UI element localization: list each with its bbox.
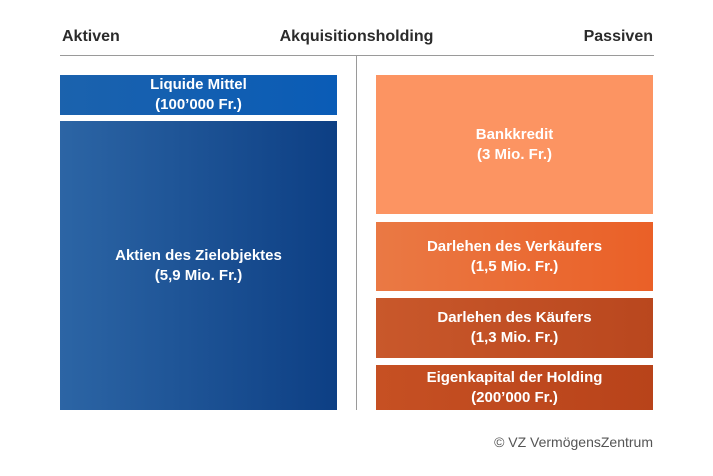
- liability-amount: (3 Mio. Fr.): [477, 145, 552, 163]
- liability-holding-equity: [376, 365, 653, 410]
- asset-label: Liquide Mittel: [150, 76, 247, 93]
- liability-bank-loan: [376, 75, 653, 214]
- balance-sheet-divider: [356, 56, 357, 410]
- header-divider: [60, 55, 654, 56]
- copyright-notice: © VZ VermögensZentrum: [494, 434, 653, 450]
- assets-heading: Aktiven: [62, 28, 120, 45]
- liability-label: Bankkredit: [475, 125, 554, 143]
- asset-amount: (5,9 Mio. Fr.): [154, 266, 243, 284]
- asset-target-shares: [60, 121, 337, 410]
- liability-amount: (1,5 Mio. Fr.): [470, 257, 559, 275]
- liability-amount: (200’000 Fr.): [471, 388, 558, 406]
- asset-liquid-funds: [60, 75, 337, 115]
- liability-amount: (1,3 Mio. Fr.): [470, 329, 559, 346]
- liability-label: Darlehen des Verkäufers: [426, 237, 603, 255]
- diagram-title: Akquisitionsholding: [279, 28, 434, 45]
- liability-label: Darlehen des Käufers: [437, 309, 592, 326]
- liabilities-heading: Passiven: [583, 28, 653, 45]
- liability-label: Eigenkapital der Holding: [426, 368, 603, 386]
- asset-amount: (100’000 Fr.): [155, 96, 242, 113]
- liability-seller-loan: [376, 222, 653, 291]
- liability-buyer-loan: [376, 298, 653, 358]
- asset-label: Aktien des Zielobjektes: [115, 246, 282, 264]
